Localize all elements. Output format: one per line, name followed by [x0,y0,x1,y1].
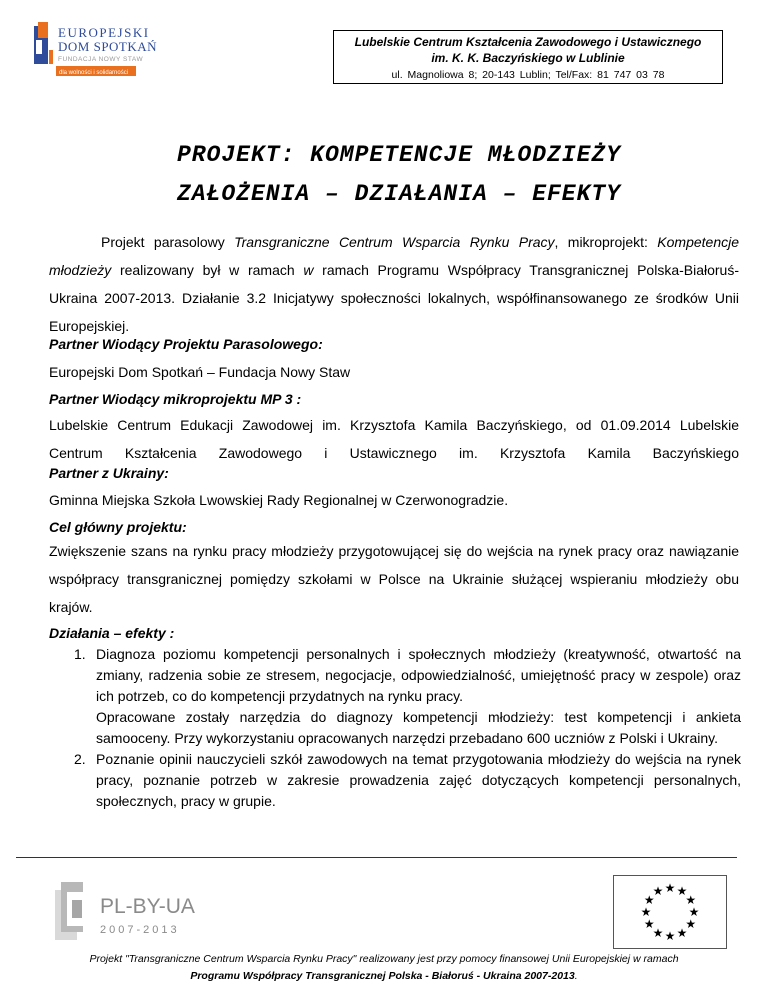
footer-line1: Projekt "Transgraniczne Centrum Wsparcia Rynku Pracy" realizowany jest przy pomocy finansowej Unii Europejskiej w ramach [89,953,679,965]
institution-patron: im. K. K. Baczyńskiego w Lublinie [431,51,625,65]
eu-star-icon: ★ [652,884,664,899]
logo-name-line2: DOM SPOTKAŃ [58,39,158,54]
intro-paragraph [49,228,739,340]
footer-line2: Programu Współpracy Transgranicznej Polska - Białoruś - Ukraina 2007-2013 [190,970,575,982]
logo-name-line1: EUROPEJSKI [58,25,150,40]
pl-by-ua-program-logo [55,878,240,948]
document-title: PROJEKT: KOMPETENCJE MŁODZIEŻY [176,142,622,168]
eu-star-icon: ★ [685,893,697,907]
ukraine-partner-heading: Partner z Ukrainy: [49,465,169,481]
eu-flag-icon [613,875,727,949]
document-subtitle: ZAŁOŻENIA – DZIAŁANIA – EFEKTY [176,181,622,207]
intro-text: realizowany był w ramach [111,262,304,278]
logo-tagline: dla wolności i solidarności [59,70,129,76]
institution-address: ul. Magnoliowa 8; 20-143 Lublin; Tel/Fax: 81 747 03 78 [391,69,665,81]
logo-foundation: FUNDACJA NOWY STAW [58,56,144,63]
microproject-partner-text: Lubelskie Centrum Edukacji Zawodowej im. Krzysztofa Kamila Baczyńskiego, od 01.09.2014 Lubelskie Centrum Kształcenia Zawodowego i Ustawicznego im. Krzysztofa Kamila Baczyńskiego [49,417,739,461]
eu-star-icon: ★ [664,929,676,943]
intro-text: , mikroprojekt: [554,234,658,250]
list-item [74,749,741,812]
microproject-partner-heading: Partner Wiodący mikroprojektu MP 3 : [49,391,302,407]
eu-star-icon: ★ [676,884,688,899]
main-goal-heading: Cel główny projektu: [49,519,187,535]
list-item [74,644,741,749]
eu-star-icon: ★ [688,905,700,919]
footer-note [0,951,768,985]
list-item-number: 2. [74,751,86,767]
list-item-text: Poznanie opinii nauczycieli szkół zawodowych na temat przygotowania młodzieży do wejścia na rynek pracy, poznanie potrzeb w zakresie prowadzenia zajęć dotyczących kompetencji personalnych, społecznych, pracy w grupie. [96,751,741,809]
intro-text-italic: w [303,262,314,278]
eu-star-icon: ★ [664,881,676,895]
list-item-text: Diagnoza poziomu kompetencji personalnych i społecznych młodzieży (kreatywność, otwartość na zmiany, radzenia sobie ze stresem, negocjacje, odpowiedzialność, umiejętność pracy w zespole) oraz ich potrzeb, co do kompetencji przydatnych na rynku pracy. [96,646,741,704]
main-goal-text: Zwiększenie szans na rynku pracy młodzieży przygotowującej się do wejścia na rynek pracy oraz nawiązanie współpracy transgranicznej pomiędzy szkołami w Polsce na Ukrainie służącej wspieraniu młodzieży obu krajów. [49,543,739,615]
list-item-text: Opracowane zostały narzędzia do diagnozy kompetencji młodzieży: test kompetencji i ankieta samooceny. Przy wykorzystaniu opracowanych narzędzi przebadano 600 uczniów z Polski i Ukrainy. [96,709,741,746]
institution-name: Lubelskie Centrum Kształcenia Zawodowego i Ustawicznego [354,35,702,49]
footer-divider [16,857,737,858]
list-item-number: 1. [74,646,86,662]
ukraine-partner-text: Gminna Miejska Szkoła Lwowskiej Rady Regionalnej w Czerwonogradzie. [49,492,509,508]
eu-star-icon: ★ [685,917,697,931]
lead-partner-text: Europejski Dom Spotkań – Fundacja Nowy Staw [49,364,351,380]
eu-star-icon: ★ [652,925,664,940]
institution-header-box [333,30,723,84]
actions-list [74,644,741,812]
eu-star-icon: ★ [643,893,655,907]
program-logo-text: PL-BY-UA [100,895,195,918]
intro-microproject-name: Kompetencje młodzieży [49,234,739,278]
program-logo-years: 2007-2013 [100,924,180,936]
eu-star-icon: ★ [640,905,652,919]
intro-text: Projekt parasolowy [101,234,235,250]
footer-line2-end: . [574,970,578,982]
intro-text: ramach Programu Współpracy Transgranicznej Polska-Białoruś-Ukraina 2007-2013. Działanie 3.2 Inicjatywy społeczności lokalnych, współfinansowanego ze środków Unii Europejskiej. [49,262,740,334]
actions-heading: Działania – efekty : [49,625,175,641]
lead-partner-heading: Partner Wiodący Projektu Parasolowego: [49,336,323,352]
eu-star-icon: ★ [676,925,688,940]
eu-star-icon: ★ [643,917,655,931]
intro-project-name: Transgraniczne Centrum Wsparcia Rynku Pracy [234,234,555,250]
europejski-dom-spotkan-logo [34,20,184,80]
